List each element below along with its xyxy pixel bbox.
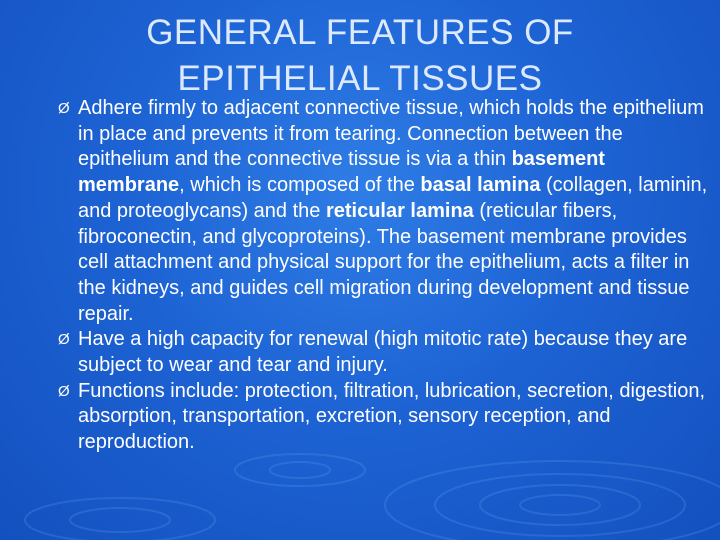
arrow-bullet-icon: Ø: [58, 331, 70, 349]
slide-title-line-2: EPITHELIAL TISSUES: [177, 59, 543, 98]
bullet-item-functions: [58, 379, 708, 456]
bullet-text: Have a high capacity for renewal (high mitotic rate) because they are subject to wear and tear and injury.: [78, 328, 688, 377]
bullet-item-renewal: [58, 327, 708, 378]
arrow-bullet-icon: Ø: [58, 382, 70, 400]
term-reticular-lamina: reticular lamina: [325, 199, 474, 222]
bullet-item-adhesion: [58, 96, 708, 327]
arrow-bullet-icon: Ø: [58, 100, 70, 117]
slide-title: [60, 10, 660, 102]
bullet-text: (collagen, laminin, and proteoglycans) and the: [78, 174, 708, 222]
bullet-text: Adhere firmly to adjacent connective tissue, which holds the epithelium in place and prevents it from tearing. Connection between the epithelium and the connective tissue is via a thin: [78, 97, 704, 171]
bullet-list: [58, 96, 708, 456]
term-basal-lamina: basal lamina: [420, 174, 541, 197]
bullet-text: , which is composed of the: [179, 174, 421, 197]
term-basement-membrane: basement membrane: [78, 148, 605, 197]
bullet-text: (reticular fibers, fibroconectin, and glycoproteins). The basement membrane provides cell attachment and physical support for the epithelium, acts a filter in the kidneys, and guides cell migration during development and tissue repair.: [78, 199, 690, 325]
bullet-text: Functions include: protection, filtration, lubrication, secretion, digestion, absorption, transportation, excretion, sensory reception, and reproduction.: [78, 379, 706, 454]
slide-title-line-1: GENERAL FEATURES OF: [146, 13, 574, 52]
